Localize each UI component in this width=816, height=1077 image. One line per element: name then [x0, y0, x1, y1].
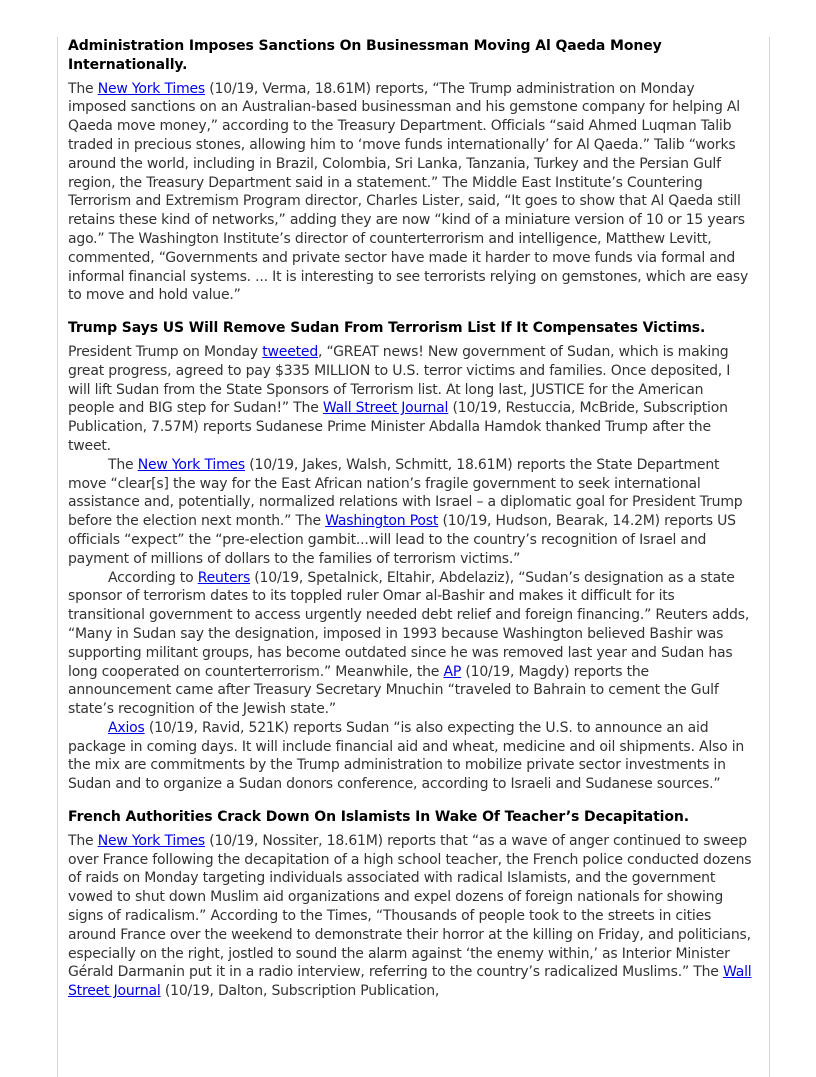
text: The	[68, 832, 98, 849]
text: (10/19, Nossiter, 18.61M) reports that “as a wave of anger continued to sweep over France following the decapitation of a high school teacher, the French police conducted dozens of raids on Monday targeting individuals associated with radical Islamists, and the government vowed to shut down Muslim aid organizations and expel dozens of foreign nationals for showing signs of radicalism.” According to the Times, “Thousands of people took to the streets in cities around France over the weekend to demonstrate their horror at the killing on Friday, and politicians, especially on the right, jostled to sound the alarm against ‘the enemy within,’ as Interior Minister Gérald Darmanin put it in a radio interview, referring to the country’s radicalized Muslims.” The	[68, 832, 752, 981]
text: , “GREAT news! New government of Sudan, which is making great progress, agreed to pay $335 MILLION to U.S. terror victims and families. Once deposited, I will lift Sudan from the State Sponsors of Terrorism list. At long last, JUSTICE for the American people and BIG step for Sudan!” The	[68, 343, 731, 417]
source-link-nyt[interactable]: New York Times	[137, 456, 246, 473]
article-headline: Trump Says US Will Remove Sudan From Terrorism List If It Compensates Victims.	[68, 320, 706, 337]
source-link-wapo[interactable]: Washington Post	[325, 513, 439, 530]
tweet-link[interactable]: tweeted	[262, 343, 319, 360]
article-sudan	[68, 319, 752, 794]
text: (10/19, Ravid, 521K) reports Sudan “is also expecting the U.S. to announce an aid package in coming days. It will include financial aid and wheat, medicine and oil shipments. Also in the mix are commitments by the Trump administration to mobilize private sector investments in Sudan and to organize a Sudan donors conference, according to Israeli and Sudanese sources.”	[68, 719, 745, 793]
source-link-axios[interactable]: Axios	[108, 719, 145, 736]
text: (10/19, Verma, 18.61M) reports, “The Trump administration on Monday imposed sanctions on an Australian-based businessman and his gemstone company for helping Al Qaeda move money,” according to the Treasury Department. Officials “said Ahmed Luqman Talib traded in precious stones, allowing him to ‘move funds internationally’ for Al Qaeda.” Talib “works around the world, including in Brazil, Colombia, Sri Lanka, Tanzania, Turkey and the Persian Gulf region, the Treasury Department said in a statement.” The Middle East Institute’s Countering Terrorism and Extremism Program director, Charles Lister, said, “It goes to show that Al Qaeda still retains these kind of networks,” adding they are now “kind of a miniature version of 10 or 15 years ago.” The Washington Institute’s director of counterterrorism and intelligence, Matthew Levitt, commented, “Governments and private sector have made it harder to move funds via formal and informal financial systems. ... It is interesting to see terrorists relying on gemstones, which are easy to move and hold value.”	[68, 80, 749, 304]
text: (10/19, Magdy) reports the announcement came after Treasury Secretary Mnuchin “traveled to Bahrain to cement the Gulf state’s recognition of the Jewish state.”	[68, 663, 719, 718]
text: (10/19, Jakes, Walsh, Schmitt, 18.61M) reports the State Department move “clear[s] the way for the East African nation’s fragile government to seek international assistance and, potentially, normalized relations with Israel – a diplomatic goal for President Trump before the election next month.” The	[68, 456, 743, 530]
text: (10/19, Hudson, Bearak, 14.2M) reports US officials “expect” the “pre-election gambit...will lead to the country’s recognition of Israel and payment of millions of dollars to the families of terrorism victims.”	[68, 513, 736, 567]
source-link-wsj[interactable]: Wall Street Journal	[68, 964, 752, 1000]
text: President Trump on Monday	[68, 343, 263, 360]
text: (10/19, Restuccia, McBride, Subscription Publication, 7.57M) reports Sudanese Prime Minister Abdalla Hamdok thanked Trump after the tweet.	[68, 400, 728, 454]
text: The	[108, 456, 138, 473]
article-paragraph	[68, 343, 752, 456]
source-link-reuters[interactable]: Reuters	[197, 569, 251, 586]
article-sanctions	[68, 37, 752, 305]
article-paragraph	[68, 456, 752, 569]
source-link-wsj[interactable]: Wall Street Journal	[322, 400, 449, 417]
article-headline: French Authorities Crack Down On Islamists In Wake Of Teacher’s Decapitation.	[68, 809, 689, 826]
article-paragraph	[68, 569, 752, 719]
source-link-nyt[interactable]: New York Times	[97, 80, 206, 97]
text: The	[68, 80, 98, 97]
article-paragraph	[68, 80, 752, 306]
article-paragraph	[68, 832, 752, 1001]
article-paragraph	[68, 719, 752, 794]
source-link-ap[interactable]: AP	[443, 663, 462, 680]
text: (10/19, Spetalnick, Eltahir, Abdelaziz), “Sudan’s designation as a state sponsor of terrorism dates to its toppled ruler Omar al-Bashir and makes it difficult for its transitional government to access urgently needed debt relief and foreign financing.” Reuters adds, “Many in Sudan say the designation, imposed in 1993 because Washington believed Bashir was supporting militant groups, has become outdated since he was removed last year and Sudan has long cooperated on counterterrorism.” Meanwhile, the	[68, 569, 750, 680]
text: (10/19, Dalton, Subscription Publication,	[160, 983, 440, 1000]
text: According to	[108, 569, 198, 586]
news-briefing	[68, 37, 752, 1015]
article-france	[68, 808, 752, 1001]
source-link-nyt[interactable]: New York Times	[97, 832, 206, 849]
article-headline: Administration Imposes Sanctions On Businessman Moving Al Qaeda Money Internationally.	[68, 38, 662, 73]
